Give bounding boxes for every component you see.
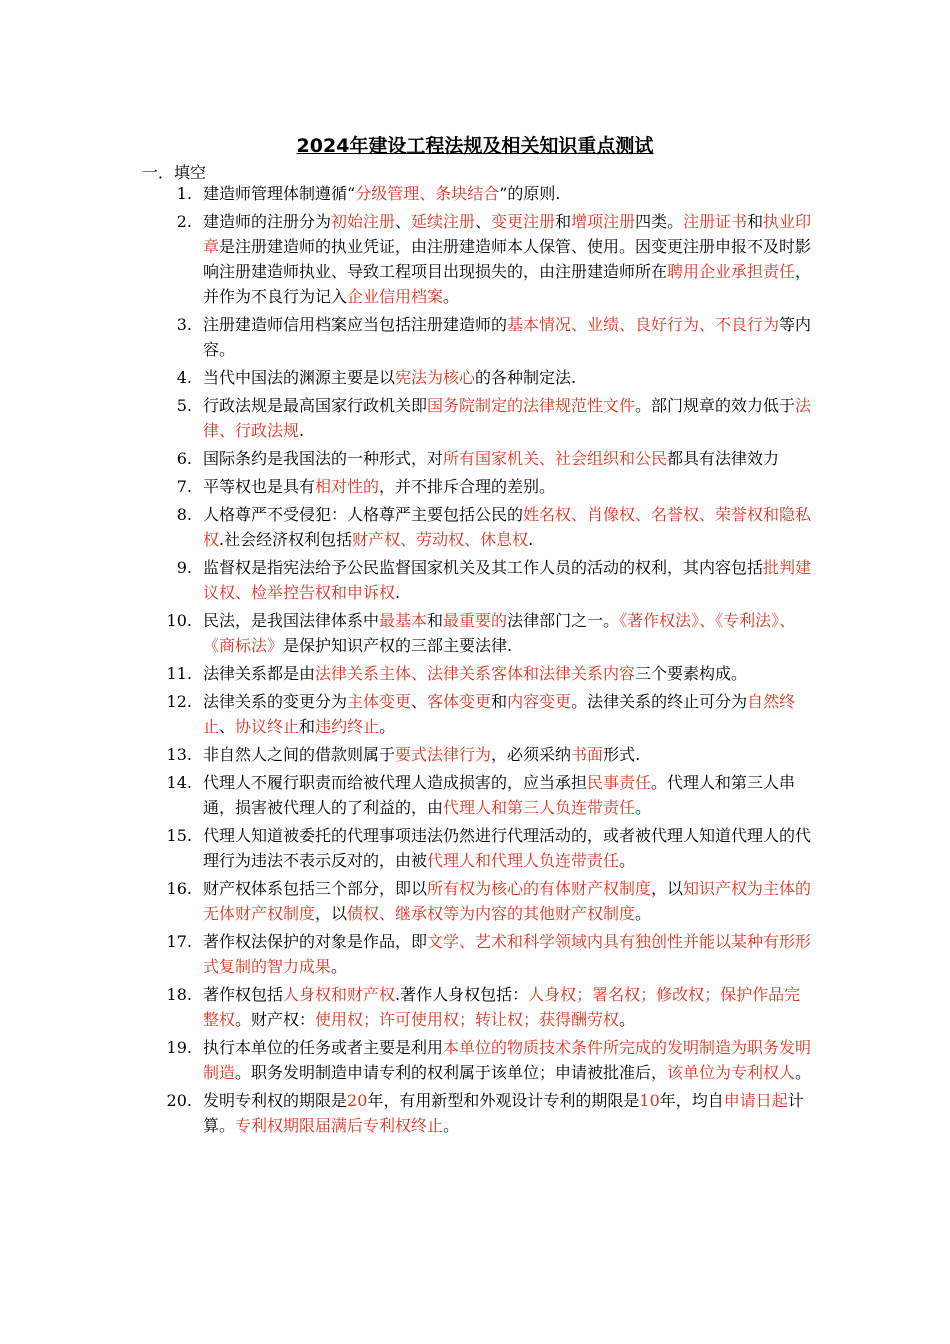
question-text: 。 <box>331 957 348 976</box>
answer-text: 国务院制定的法律规范性文件 <box>427 396 636 415</box>
answer-text: 协议终止 <box>235 717 300 736</box>
list-item <box>0 876 950 926</box>
item-number: 5. <box>176 396 192 415</box>
answer-text: 20 <box>347 1091 368 1110</box>
answer-text: 聘用企业承担责任 <box>667 262 796 281</box>
item-text <box>203 823 815 873</box>
list-item <box>0 742 950 767</box>
list-item <box>0 181 950 206</box>
answer-text: 客体变更 <box>427 692 492 711</box>
question-text: 建造师管理体制遵循“ <box>203 184 356 203</box>
question-text: 、 <box>475 212 492 231</box>
question-text: 。 <box>795 1063 812 1082</box>
question-text: 。部门规章的效力低于 <box>635 396 796 415</box>
item-text <box>203 1035 815 1085</box>
list-item <box>0 393 950 443</box>
answer-text: 知识产权为主体的无体财产权制度 <box>203 879 812 923</box>
fill-in-list <box>0 181 950 1141</box>
item-number: 4. <box>176 368 192 387</box>
list-item <box>0 661 950 686</box>
answer-text: 初始注册 <box>331 212 396 231</box>
answer-text: 自然终止 <box>203 692 796 736</box>
item-number: 13. <box>166 745 192 764</box>
list-item <box>0 446 950 471</box>
question-text: 法律关系的变更分为 <box>203 692 348 711</box>
question-text: 。职务发明制造申请专利的权利属于该单位；申请被批准后， <box>235 1063 668 1082</box>
answer-text: 本单位的物质技术条件所完成的发明制造为职务发明制造 <box>203 1038 812 1082</box>
answer-text: 增项注册 <box>571 212 636 231</box>
answer-text: 批判建议权、检举控告权和申诉权 <box>203 558 812 602</box>
answer-text: 人身权和财产权 <box>283 985 396 1004</box>
list-item <box>0 929 950 979</box>
question-text: ，以 <box>315 904 348 923</box>
question-text: ，并不排斥合理的差别。 <box>379 477 556 496</box>
question-text: 。 <box>379 717 396 736</box>
answer-text: 代理人和代理人负连带责任 <box>427 851 620 870</box>
answer-text: 最重要的 <box>443 611 508 630</box>
answer-text: 变更注册 <box>491 212 556 231</box>
item-text <box>203 929 815 979</box>
answer-text: 专利权期限届满后专利权终止 <box>235 1116 444 1135</box>
item-text <box>203 982 815 1032</box>
question-text: 。 <box>443 1116 460 1135</box>
answer-text: 文学、艺术和科学领域内具有独创性并能以某种有形形式复制的智力成果 <box>203 932 812 976</box>
item-number: 7. <box>176 477 192 496</box>
list-item <box>0 209 950 309</box>
question-text: 著作权法保护的对象是作品，即 <box>203 932 428 951</box>
item-number: 2. <box>176 212 192 231</box>
question-text: 和 <box>427 611 444 630</box>
answer-text: 法律、行政法规 <box>203 396 812 440</box>
question-text: 人格尊严不受侵犯：人格尊严主要包括公民的 <box>203 505 524 524</box>
item-number: 9. <box>176 558 192 577</box>
question-text: ，并作为不良行为记入 <box>203 262 812 306</box>
item-number: 16. <box>166 879 192 898</box>
item-number: 12. <box>166 692 192 711</box>
question-text: 和 <box>555 212 572 231</box>
list-item <box>0 608 950 658</box>
question-text: 、 <box>395 212 412 231</box>
answer-text: 人身权；署名权；修改权；保护作品完整权 <box>203 985 801 1029</box>
question-text: 。法律关系的终止可分为 <box>571 692 748 711</box>
list-item <box>0 982 950 1032</box>
question-text: 非自然人之间的借款则属于 <box>203 745 396 764</box>
question-text: 四类。 <box>635 212 684 231</box>
answer-text: 延续注册 <box>411 212 476 231</box>
answer-text: 执业印章 <box>203 212 812 256</box>
answer-text: 企业信用档案 <box>347 287 444 306</box>
answer-text: 所有国家机关、社会组织和公民 <box>443 449 668 468</box>
item-number: 15. <box>166 826 192 845</box>
question-text: 执行本单位的任务或者主要是利用 <box>203 1038 444 1057</box>
item-number: 18. <box>166 985 192 1004</box>
question-text: 监督权是指宪法给予公民监督国家机关及其工作人员的活动的权利，其内容包括 <box>203 558 764 577</box>
question-text: 是保护知识产权的三部主要法律. <box>283 636 513 655</box>
answer-text: 法律关系主体、法律关系客体和法律关系内容 <box>315 664 636 683</box>
question-text: ，必须采纳 <box>491 745 572 764</box>
question-text: . <box>528 530 534 549</box>
answer-text: 分级管理、条块结合 <box>355 184 500 203</box>
list-item <box>0 502 950 552</box>
question-text: 等内容。 <box>203 315 812 359</box>
item-text <box>203 393 815 443</box>
question-text: 著作权包括 <box>203 985 284 1004</box>
answer-text: 基本情况、业绩、良好行为、不良行为 <box>507 315 780 334</box>
item-text <box>203 742 815 767</box>
answer-text: 使用权；许可使用权；转让权；获得酬劳权 <box>315 1010 620 1029</box>
item-text <box>203 502 815 552</box>
question-text: 、 <box>411 692 428 711</box>
answer-text: 内容变更 <box>507 692 572 711</box>
question-text: ，以 <box>651 879 684 898</box>
answer-text: 要式法律行为 <box>395 745 492 764</box>
question-text: 。代理人和第三人串通，损害被代理人的了利益的，由 <box>203 773 796 817</box>
item-text <box>203 474 815 499</box>
list-item <box>0 1088 950 1138</box>
item-text <box>203 661 815 686</box>
question-text: 平等权也是具有 <box>203 477 316 496</box>
item-number: 6. <box>176 449 192 468</box>
answer-text: 相对性的 <box>315 477 380 496</box>
answer-text: 申请日起 <box>723 1091 788 1110</box>
question-text: .著作人身权包括： <box>395 985 529 1004</box>
question-text: 年，均自 <box>659 1091 724 1110</box>
item-number: 20. <box>166 1091 192 1110</box>
answer-text: 所有权为核心的有体财产权制度 <box>427 879 652 898</box>
item-text <box>203 555 815 605</box>
list-item <box>0 312 950 362</box>
list-item <box>0 474 950 499</box>
question-text: 和 <box>747 212 764 231</box>
question-text: 注册建造师信用档案应当包括注册建造师的 <box>203 315 508 334</box>
question-text: 和 <box>299 717 316 736</box>
item-number: 14. <box>166 773 192 792</box>
question-text: 法律部门之一。 <box>507 611 620 630</box>
section-heading: 一．填空 <box>142 163 207 182</box>
question-text: 形式. <box>603 745 641 764</box>
answer-text: 违约终止 <box>315 717 380 736</box>
question-text: 发明专利权的期限是 <box>203 1091 348 1110</box>
question-text: . <box>395 583 401 602</box>
document-title: 2024年建设工程法规及相关知识重点测试 <box>296 135 654 157</box>
item-text <box>203 209 815 309</box>
item-number: 3. <box>176 315 192 334</box>
answer-text: 姓名权、肖像权、名誉权、荣誉权和隐私权 <box>203 505 812 549</box>
item-text <box>203 365 815 390</box>
item-text <box>203 770 815 820</box>
question-text: 民法，是我国法律体系中 <box>203 611 380 630</box>
question-text: 。 <box>619 851 636 870</box>
item-text <box>203 446 815 471</box>
question-text: 、 <box>219 717 236 736</box>
item-text <box>203 876 815 926</box>
question-text: 法律关系都是由 <box>203 664 316 683</box>
question-text: 财产权体系包括三个部分，即以 <box>203 879 428 898</box>
question-text: 年，有用新型和外观设计专利的期限是 <box>367 1091 640 1110</box>
question-text: 都具有法律效力 <box>667 449 780 468</box>
answer-text: 代理人和第三人负连带责任 <box>443 798 636 817</box>
list-item <box>0 823 950 873</box>
question-text: 建造师的注册分为 <box>203 212 332 231</box>
answer-text: 注册证书 <box>683 212 748 231</box>
question-text: ”的原则. <box>499 184 561 203</box>
list-item <box>0 555 950 605</box>
question-text: 。财产权： <box>235 1010 316 1029</box>
question-text: 当代中国法的渊源主要是以 <box>203 368 396 387</box>
question-text: 。 <box>635 904 652 923</box>
item-text <box>203 608 815 658</box>
answer-text: 该单位为专利权人 <box>667 1063 796 1082</box>
question-text: 代理人不履行职责而给被代理人造成损害的，应当承担 <box>203 773 588 792</box>
item-number: 1. <box>176 184 192 203</box>
question-text: . <box>299 421 305 440</box>
question-text: 国际条约是我国法的一种形式，对 <box>203 449 444 468</box>
item-number: 19. <box>166 1038 192 1057</box>
question-text: 计算。 <box>203 1091 804 1135</box>
answer-text: 《著作权法》、《专利法》、《商标法》 <box>203 611 796 655</box>
question-text: 。 <box>443 287 460 306</box>
question-text: 行政法规是最高国家行政机关即 <box>203 396 428 415</box>
answer-text: 民事责任 <box>587 773 652 792</box>
answer-text: 书面 <box>571 745 604 764</box>
item-text <box>203 312 815 362</box>
answer-text: 财产权、劳动权、休息权 <box>352 530 529 549</box>
question-text: 三个要素构成。 <box>635 664 748 683</box>
list-item <box>0 1035 950 1085</box>
question-text: 是注册建造师的执业凭证，由注册建造师本人保管、使用。因变更注册申报不及时影响注册建造师执业、导致工程项目出现损失的，由注册建造师所在 <box>203 237 812 281</box>
answer-text: 最基本 <box>379 611 428 630</box>
item-number: 10. <box>166 611 192 630</box>
question-text: 的各种制定法. <box>475 368 577 387</box>
list-item <box>0 689 950 739</box>
answer-text: 主体变更 <box>347 692 412 711</box>
question-text: .社会经济权利包括 <box>219 530 353 549</box>
list-item <box>0 770 950 820</box>
item-number: 17. <box>166 932 192 951</box>
item-number: 8. <box>176 505 192 524</box>
item-text <box>203 181 815 206</box>
question-text: 和 <box>491 692 508 711</box>
question-text: 。 <box>619 1010 636 1029</box>
list-item <box>0 365 950 390</box>
answer-text: 宪法为核心 <box>395 368 476 387</box>
item-text <box>203 1088 815 1138</box>
answer-text: 债权、继承权等为内容的其他财产权制度 <box>347 904 636 923</box>
answer-text: 10 <box>639 1091 660 1110</box>
item-text <box>203 689 815 739</box>
question-text: 。 <box>635 798 652 817</box>
item-number: 11. <box>166 664 192 683</box>
question-text: 代理人知道被委托的代理事项违法仍然进行代理活动的，或者被代理人知道代理人的代理行为违法不表示反对的，由被 <box>203 826 812 870</box>
